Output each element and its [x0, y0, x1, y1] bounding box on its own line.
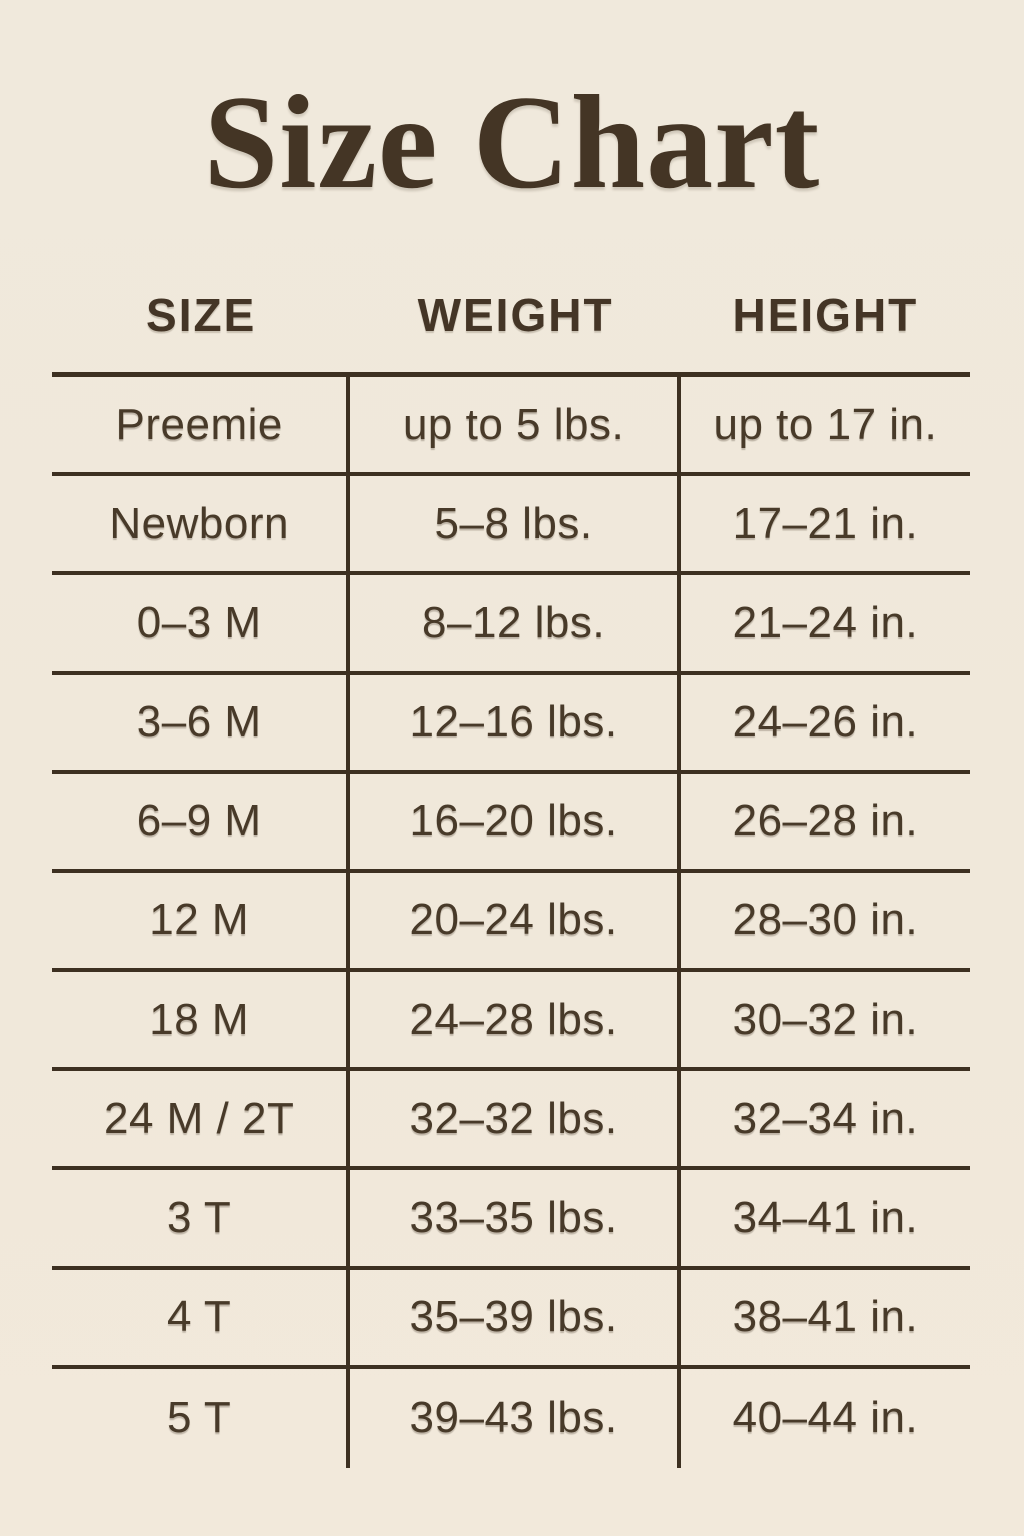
weight-column-header: WEIGHT	[417, 289, 614, 341]
weight-cell: 35–39 lbs.	[350, 1270, 680, 1369]
height-cell: 24–26 in.	[681, 675, 970, 774]
weight-cell: up to 5 lbs.	[350, 377, 680, 476]
size-cell: 5 T	[52, 1369, 350, 1468]
height-cell: 32–34 in.	[681, 1071, 970, 1170]
size-column-header: SIZE	[146, 289, 257, 341]
size-cell: 0–3 M	[52, 575, 350, 674]
weight-cell: 8–12 lbs.	[350, 575, 680, 674]
height-cell: 34–41 in.	[681, 1170, 970, 1269]
size-cell: 12 M	[52, 873, 350, 972]
page-title: Size Chart	[203, 68, 821, 216]
height-cell: 38–41 in.	[681, 1270, 970, 1369]
height-cell: 28–30 in.	[681, 873, 970, 972]
size-cell: 3–6 M	[52, 675, 350, 774]
weight-cell: 39–43 lbs.	[350, 1369, 680, 1468]
size-cell: 18 M	[52, 972, 350, 1071]
height-cell: 21–24 in.	[681, 575, 970, 674]
weight-cell: 32–32 lbs.	[350, 1071, 680, 1170]
weight-cell: 33–35 lbs.	[350, 1170, 680, 1269]
table-header-row	[52, 288, 970, 342]
size-cell: 6–9 M	[52, 774, 350, 873]
size-chart-table	[52, 372, 970, 1468]
height-cell: 17–21 in.	[681, 476, 970, 575]
weight-cell: 16–20 lbs.	[350, 774, 680, 873]
height-cell: 40–44 in.	[732, 1393, 919, 1443]
height-column-header: HEIGHT	[732, 289, 919, 341]
size-cell: 4 T	[52, 1270, 350, 1369]
size-cell: 3 T	[52, 1170, 350, 1269]
size-cell: Preemie	[52, 377, 350, 476]
weight-cell: 12–16 lbs.	[350, 675, 680, 774]
height-cell: up to 17 in.	[681, 377, 970, 476]
weight-cell: 24–28 lbs.	[350, 972, 680, 1071]
weight-cell: 5–8 lbs.	[350, 476, 680, 575]
size-cell: 24 M / 2T	[52, 1071, 350, 1170]
weight-cell: 20–24 lbs.	[350, 873, 680, 972]
height-cell: 26–28 in.	[681, 774, 970, 873]
size-cell: Newborn	[52, 476, 350, 575]
height-cell: 30–32 in.	[681, 972, 970, 1071]
